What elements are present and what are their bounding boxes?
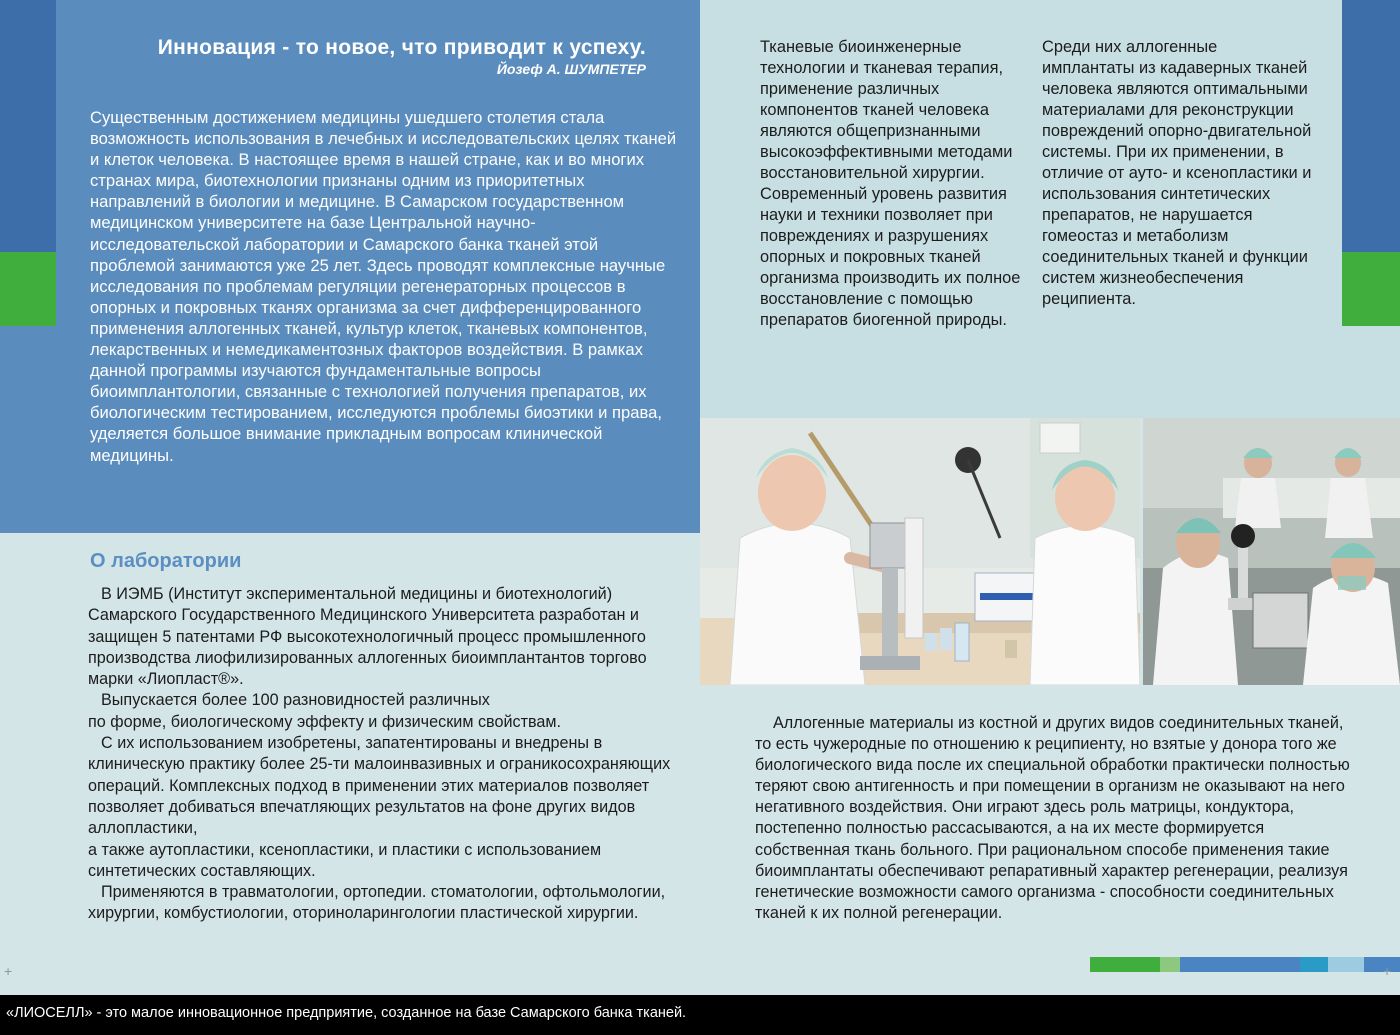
right-edge-blue-bar (1342, 0, 1400, 252)
lab-photo-microscopes (1143, 418, 1400, 685)
about-paragraph-3b: а также аутопластики, ксенопластики, и пластики с использованием синтетических составляющих. (88, 840, 602, 880)
column-left-text: Тканевые биоинженерные технологии и тканевая терапия, применение различных компонентов тканей человека являются общепризнанными высокоэффективными методами восстановительной хирургии. Современный уровень развития науки и техники позволяет при повреждениях и разрушениях опорных и покровных тканей организма производить их полное восстановление с помощью препаратов биогенной природы. (760, 38, 1021, 329)
about-paragraph-2a: Выпускается более 100 разновидностей различных (101, 691, 490, 710)
stripe-light-cyan (1328, 957, 1364, 972)
stripe-cyan (1300, 957, 1328, 972)
allogenic-paragraph: Аллогенные материалы из костной и других видов соединительных тканей, то есть чужеродные по отношению к реципиенту, но взятые у донора того же биологического вида после их специальной обработки практически полностью теряют свою антигенность и при помещении в организм не оказывают на него негативного воздействия. Они играют здесь роль матрицы, кондуктора, постепенно полностью рассасываются, а на их месте формируется собственная ткань больного. При рациональном способе применения такие биоимплантаты обеспечивают репаративный характер регенерации, реализуя генетические возможности самого организма - способности соединительных тканей к их полной регенерации. (755, 714, 1350, 922)
crop-mark-left: + (4, 963, 13, 979)
left-edge-blue-bar (0, 0, 56, 252)
stripe-light-green (1160, 957, 1180, 972)
left-edge-green-bar (0, 252, 56, 326)
about-paragraph-2b: по форме, биологическому эффекту и физическим свойствам. (88, 712, 562, 731)
epigraph-text: Инновация - то новое, что приводит к успеху. (157, 36, 646, 59)
epigraph (60, 36, 646, 77)
column-right-text: Среди них аллогенные имплантаты из кадаверных тканей человека являются оптимальными материалами для реконструкции повреждений опорно-двигательной системы. При их применении, в отличие от ауто- и ксенопластики и использования синтетических препаратов, не нарушается гомеостаз и метаболизм соединительных тканей и функции систем жизнеобеспечения реципиента. (1042, 38, 1312, 308)
about-paragraph-4: Применяются в травматологии, ортопедии. стоматологии, офтольмологии, хирургии, комбустиологии, оториноларингологии пластической хирургии. (88, 883, 666, 923)
right-edge-green-bar (1342, 252, 1400, 326)
footer-bar (0, 995, 1400, 1035)
stripe-green (1090, 957, 1160, 972)
about-title: О лаборатории (90, 550, 242, 572)
right-edge-light-bar (1342, 326, 1400, 418)
about-paragraph-1: В ИЭМБ (Институт экспериментальной медицины и биотехнологий) Самарского Государственного Медицинского Университета разработан и защищен 5 патентами РФ высокотехнологичный процесс промышленного производства лиофилизированных аллогенных биоимплантантов торгово марки «Лиопласт®». (88, 585, 647, 689)
stripe-blue-end (1364, 957, 1400, 972)
intro-paragraph: Существенным достижением медицины ушедшего столетия стала возможность использования в лечебных и исследовательских целях тканей и клеток человека. В настоящее время в нашей стране, как и во многих странах мира, биотехнологии признаны одним из приоритетных направлений в биологии и медицине. В Самарском государственном медицинском университете на базе Центральной научно-исследовательской лаборатории и Самарского банка тканей этой проблемой занимаются уже 25 лет. Здесь проводят комплексные научные исследования по проблемам регуляции регенераторных процессов в опорных и покровных тканях организма за счет дифференцированного применения аллогенных тканей, культур клеток, тканевых компонентов, лекарственных и немедикаментозных факторов воздействия. В рамках данной программы изучаются фундаментальные вопросы биоимплантологии, связанные с технологией получения препаратов, их биологическим тестированием, исследуются проблемы биоэтики и права, уделяется большое внимание прикладным вопросам клинической медицины. (90, 108, 677, 465)
epigraph-author: Йозеф А. ШУМПЕТЕР (496, 61, 646, 77)
about-text (88, 584, 688, 925)
crop-mark-right: + (1383, 963, 1392, 979)
footer-text: «ЛИОСЕЛЛ» - это малое инновационное предприятие, созданное на базе Самарского банка тканей. (6, 1005, 687, 1021)
stripe-blue (1180, 957, 1300, 972)
lab-photo-press (700, 418, 1140, 685)
about-paragraph-3a: С их использованием изобретены, запатентированы и внедрены в клиническую практику более 25-ти малоинвазивных и ограникосохраняющих операций. Комплексных подход в применении этих материалов позволяет позволяет добиваться впечатляющих результатов на фоне других видов аллопластики, (88, 734, 671, 838)
